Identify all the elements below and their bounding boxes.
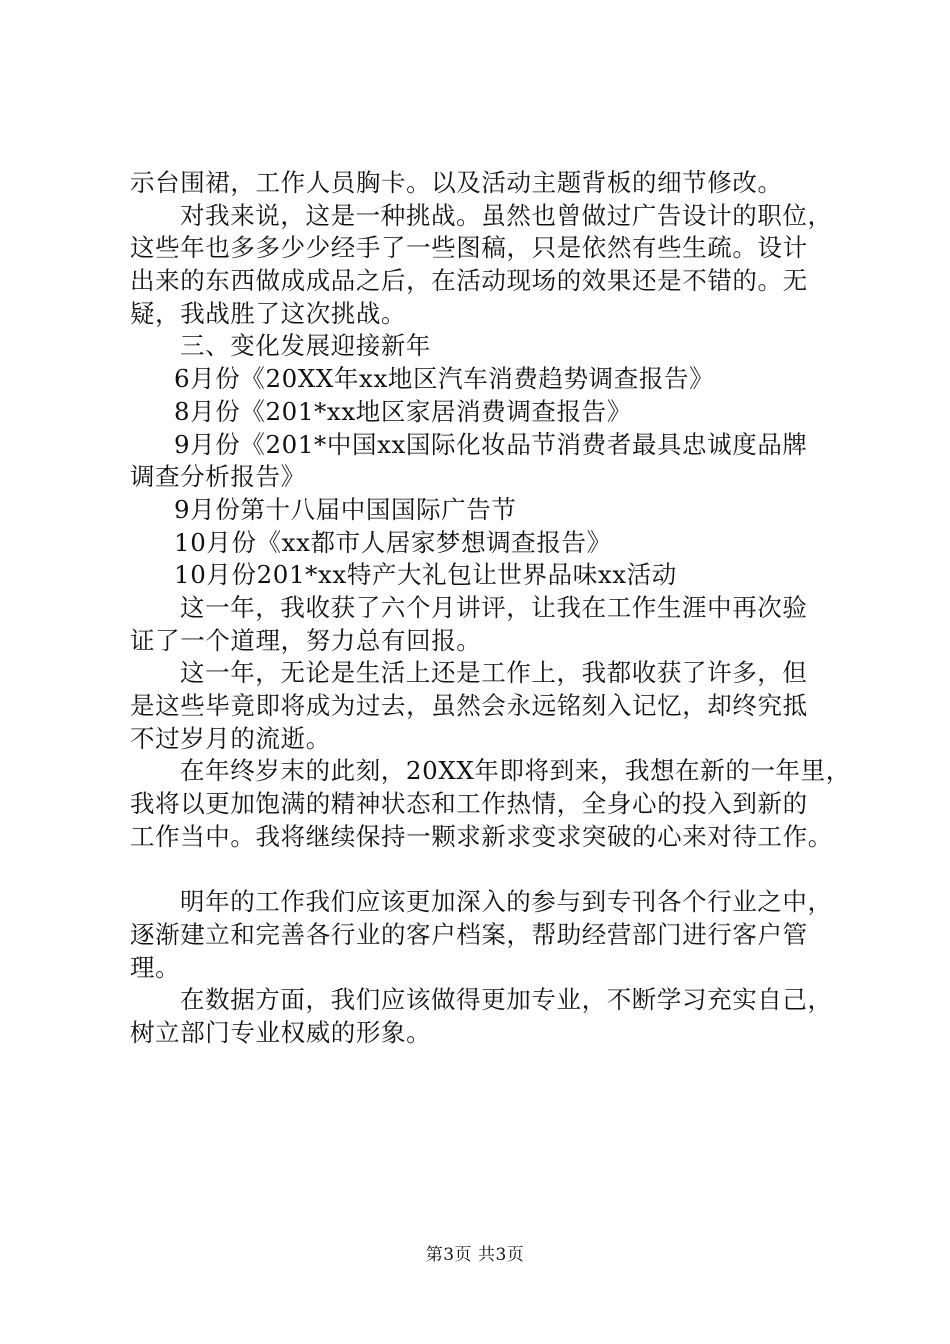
list-item: 8月份《201*xx地区家居消费调查报告》	[174, 396, 632, 426]
paragraph-line: 对我来说，这是一种挑战。虽然也曾做过广告设计的职位，	[180, 200, 833, 230]
paragraph-line: 在数据方面，我们应该做得更加专业，不断学习充实自己，	[180, 985, 833, 1015]
blank-line	[130, 853, 842, 886]
paragraph-line: 疑，我战胜了这次挑战。	[130, 298, 407, 328]
list-item: 6月份《20XX年xx地区汽车消费趋势调查报告》	[174, 364, 715, 394]
paragraph-line: 我将以更加饱满的精神状态和工作热情，全身心的投入到新的	[130, 789, 808, 819]
paragraph-line: 逐渐建立和完善各行业的客户档案，帮助经营部门进行客户管	[130, 919, 808, 949]
list-item: 9月份第十八届中国国际广告节	[174, 494, 517, 524]
section-heading: 三、变化发展迎接新年	[180, 331, 431, 361]
paragraph-line: 是这些毕竟即将成为过去，虽然会永远铭刻入记忆，却终究抵	[130, 691, 808, 720]
paragraph-line: 树立部门专业权威的形象。	[130, 1017, 432, 1047]
paragraph-line: 这一年，我收获了六个月讲评，让我在工作生涯中再次验	[180, 592, 808, 622]
paragraph-line: 这些年也多多少少经手了一些图稿，只是依然有些生疏。设计	[130, 233, 808, 263]
paragraph-line: 这一年，无论是生活上还是工作上，我都收获了许多，但	[180, 658, 808, 688]
paragraph-line: 理。	[130, 952, 181, 982]
paragraph-line: 出来的东西做成成品之后，在活动现场的效果还是不错的。无	[130, 266, 808, 296]
paragraph-line: 工作当中。我将继续保持一颗求新求变求突破的心来对待工作。	[130, 821, 833, 851]
list-item: 9月份《201*中国xx国际化妆品节消费者最具忠诚度品牌	[174, 429, 808, 459]
document-body	[130, 167, 851, 1050]
list-item: 10月份《xx都市人居家梦想调查报告》	[174, 527, 612, 557]
page-number-footer: 第3页 共3页	[425, 1245, 525, 1265]
list-item-continuation: 调查分析报告》	[130, 462, 306, 492]
paragraph-line: 示台围裙，工作人员胸卡。以及活动主题背板的细节修改。	[130, 168, 783, 197]
paragraph-line: 证了一个道理，努力总有回报。	[130, 625, 482, 655]
list-item: 10月份201*xx特产大礼包让世界品味xx活动	[174, 560, 677, 590]
paragraph-line: 不过岁月的流逝。	[130, 723, 331, 753]
paragraph-line: 在年终岁末的此刻，20XX年即将到来，我想在新的一年里，	[180, 756, 851, 786]
paragraph-line: 明年的工作我们应该更加深入的参与到专刊各个行业之中，	[180, 887, 833, 917]
